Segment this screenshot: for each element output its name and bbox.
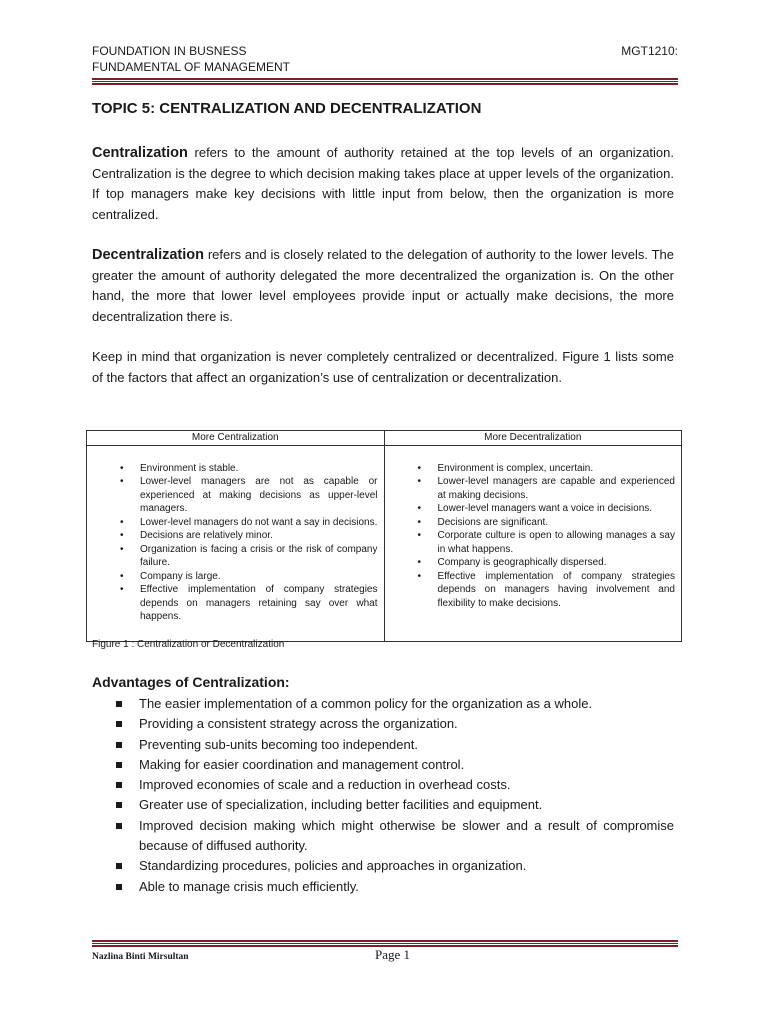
decentralization-factor — [391, 516, 676, 530]
advantages-title: Advantages of Centralization: — [92, 674, 290, 690]
header-subject: FUNDAMENTAL OF MANAGEMENT — [92, 60, 291, 74]
advantage-item-text: Preventing sub-units becoming too independent. — [139, 736, 418, 752]
centralization-factors-cell — [87, 445, 385, 641]
square-bullet-icon — [116, 863, 122, 869]
col-header-decentralization: More Decentralization — [384, 431, 682, 446]
square-bullet-icon — [116, 701, 122, 707]
figure-1-table — [86, 430, 682, 642]
advantage-item — [92, 735, 674, 755]
centralization-term: Centralization — [92, 145, 188, 161]
decentralization-factor-text: Corporate culture is open to allowing manages a say in what happens. — [437, 530, 675, 555]
square-bullet-icon — [116, 802, 122, 808]
decentralization-factors-list — [391, 462, 676, 611]
decentralization-factor-text: Lower-level managers are capable and experienced at making decisions. — [437, 476, 675, 501]
decentralization-text: refers and is closely related to the delegation of authority to the lower levels. The greater the amount of authority delegated the more decentralized the organization is. On the other hand, the more that lower level employees provide input or actually make decisions, the more decentralization there is. — [92, 247, 674, 324]
centralization-factor — [93, 529, 378, 543]
square-bullet-icon — [116, 884, 122, 890]
advantage-item — [92, 856, 674, 876]
advantage-item-text: Greater use of specialization, including better facilities and equipment. — [139, 797, 543, 813]
header-course: FOUNDATION IN BUSNESS — [92, 44, 247, 58]
decentralization-paragraph — [92, 245, 674, 327]
page-number: Page 1 — [375, 947, 411, 962]
decentralization-factor — [391, 475, 676, 502]
decentralization-factor — [391, 529, 676, 556]
centralization-factor — [93, 583, 378, 624]
col-header-centralization: More Centralization — [87, 431, 385, 446]
header-code: MGT1210: — [621, 44, 678, 58]
centralization-paragraph — [92, 143, 674, 225]
footer-author: Nazlina Binti Mirsultan — [92, 952, 189, 962]
centralization-factor — [93, 570, 378, 584]
centralization-text: refers to the amount of authority retained at the top levels of an organization. Centralization is the degree to which decision making takes place at upper levels of the organization. If top managers make key decisions with little input from below, then the organization is more centralized. — [92, 145, 674, 222]
centralization-factor-text: Company is large. — [140, 570, 221, 582]
decentralization-term: Decentralization — [92, 247, 204, 263]
advantage-item-text: The easier implementation of a common policy for the organization as a whole. — [139, 696, 593, 711]
advantage-item — [92, 795, 674, 815]
decentralization-factor-text: Lower-level managers want a voice in decisions. — [437, 503, 653, 514]
advantages-list — [92, 694, 674, 897]
centralization-factor-text: Lower-level managers do not want a say in decisions. — [140, 516, 378, 528]
advantage-item-text: Improved economies of scale and a reduction in overhead costs. — [139, 777, 511, 793]
square-bullet-icon — [116, 742, 122, 748]
decentralization-factor-text: Effective implementation of company strategies depends on managers having involvement and flexibility to make decisions. — [437, 570, 675, 609]
decentralization-factor-text: Decisions are significant. — [437, 516, 549, 528]
decentralization-factor — [391, 556, 676, 570]
advantage-item-text: Able to manage crisis much efficiently. — [139, 878, 359, 894]
page-header — [92, 43, 678, 75]
decentralization-factor — [391, 570, 676, 611]
centralization-factor-text: Organization is facing a crisis or the risk of company failure. — [140, 543, 378, 568]
square-bullet-icon — [116, 721, 122, 727]
advantage-item-text: Improved decision making which might otherwise be slower and a result of compromise because of diffused authority. — [139, 817, 674, 854]
decentralization-factors-cell — [384, 445, 682, 641]
topic-title: TOPIC 5: CENTRALIZATION AND DECENTRALIZATION — [92, 100, 482, 117]
decentralization-factor — [391, 502, 676, 516]
advantage-item — [92, 694, 674, 714]
centralization-factor — [93, 462, 378, 476]
advantage-item — [92, 714, 674, 734]
decentralization-factor-text: Company is geographically dispersed. — [437, 557, 607, 568]
decentralization-factor-text: Environment is complex, uncertain. — [437, 462, 594, 474]
centralization-factors-list — [93, 462, 378, 624]
advantage-item — [92, 755, 674, 775]
header-divider — [92, 78, 678, 85]
advantage-item — [92, 816, 674, 857]
figure-caption: Figure 1 : Centralization or Decentralization — [92, 639, 285, 650]
centralization-factor-text: Lower-level managers are not as capable or experienced at making decisions as upper-level managers. — [140, 476, 378, 514]
centralization-factor-text: Decisions are relatively minor. — [140, 530, 273, 541]
keep-in-mind-paragraph: Keep in mind that organization is never completely centralized or decentralized. Figure 1 lists some of the factors that affect an organization’s use of centralization or decentralization. — [92, 349, 674, 385]
square-bullet-icon — [116, 762, 122, 768]
advantage-item-text: Standardizing procedures, policies and approaches in organization. — [139, 858, 527, 874]
advantage-item — [92, 877, 674, 897]
advantage-item-text: Making for easier coordination and management control. — [139, 756, 465, 772]
advantage-item — [92, 775, 674, 795]
centralization-factor — [93, 516, 378, 530]
centralization-factor-text: Environment is stable. — [140, 462, 239, 474]
square-bullet-icon — [116, 782, 122, 788]
advantage-item-text: Providing a consistent strategy across the organization. — [139, 716, 458, 732]
square-bullet-icon — [116, 823, 122, 829]
centralization-factor — [93, 475, 378, 516]
centralization-factor — [93, 543, 378, 570]
decentralization-factor — [391, 462, 676, 476]
centralization-factor-text: Effective implementation of company strategies depends on managers retaining say over what happens. — [140, 584, 378, 622]
footer-divider — [92, 940, 678, 947]
